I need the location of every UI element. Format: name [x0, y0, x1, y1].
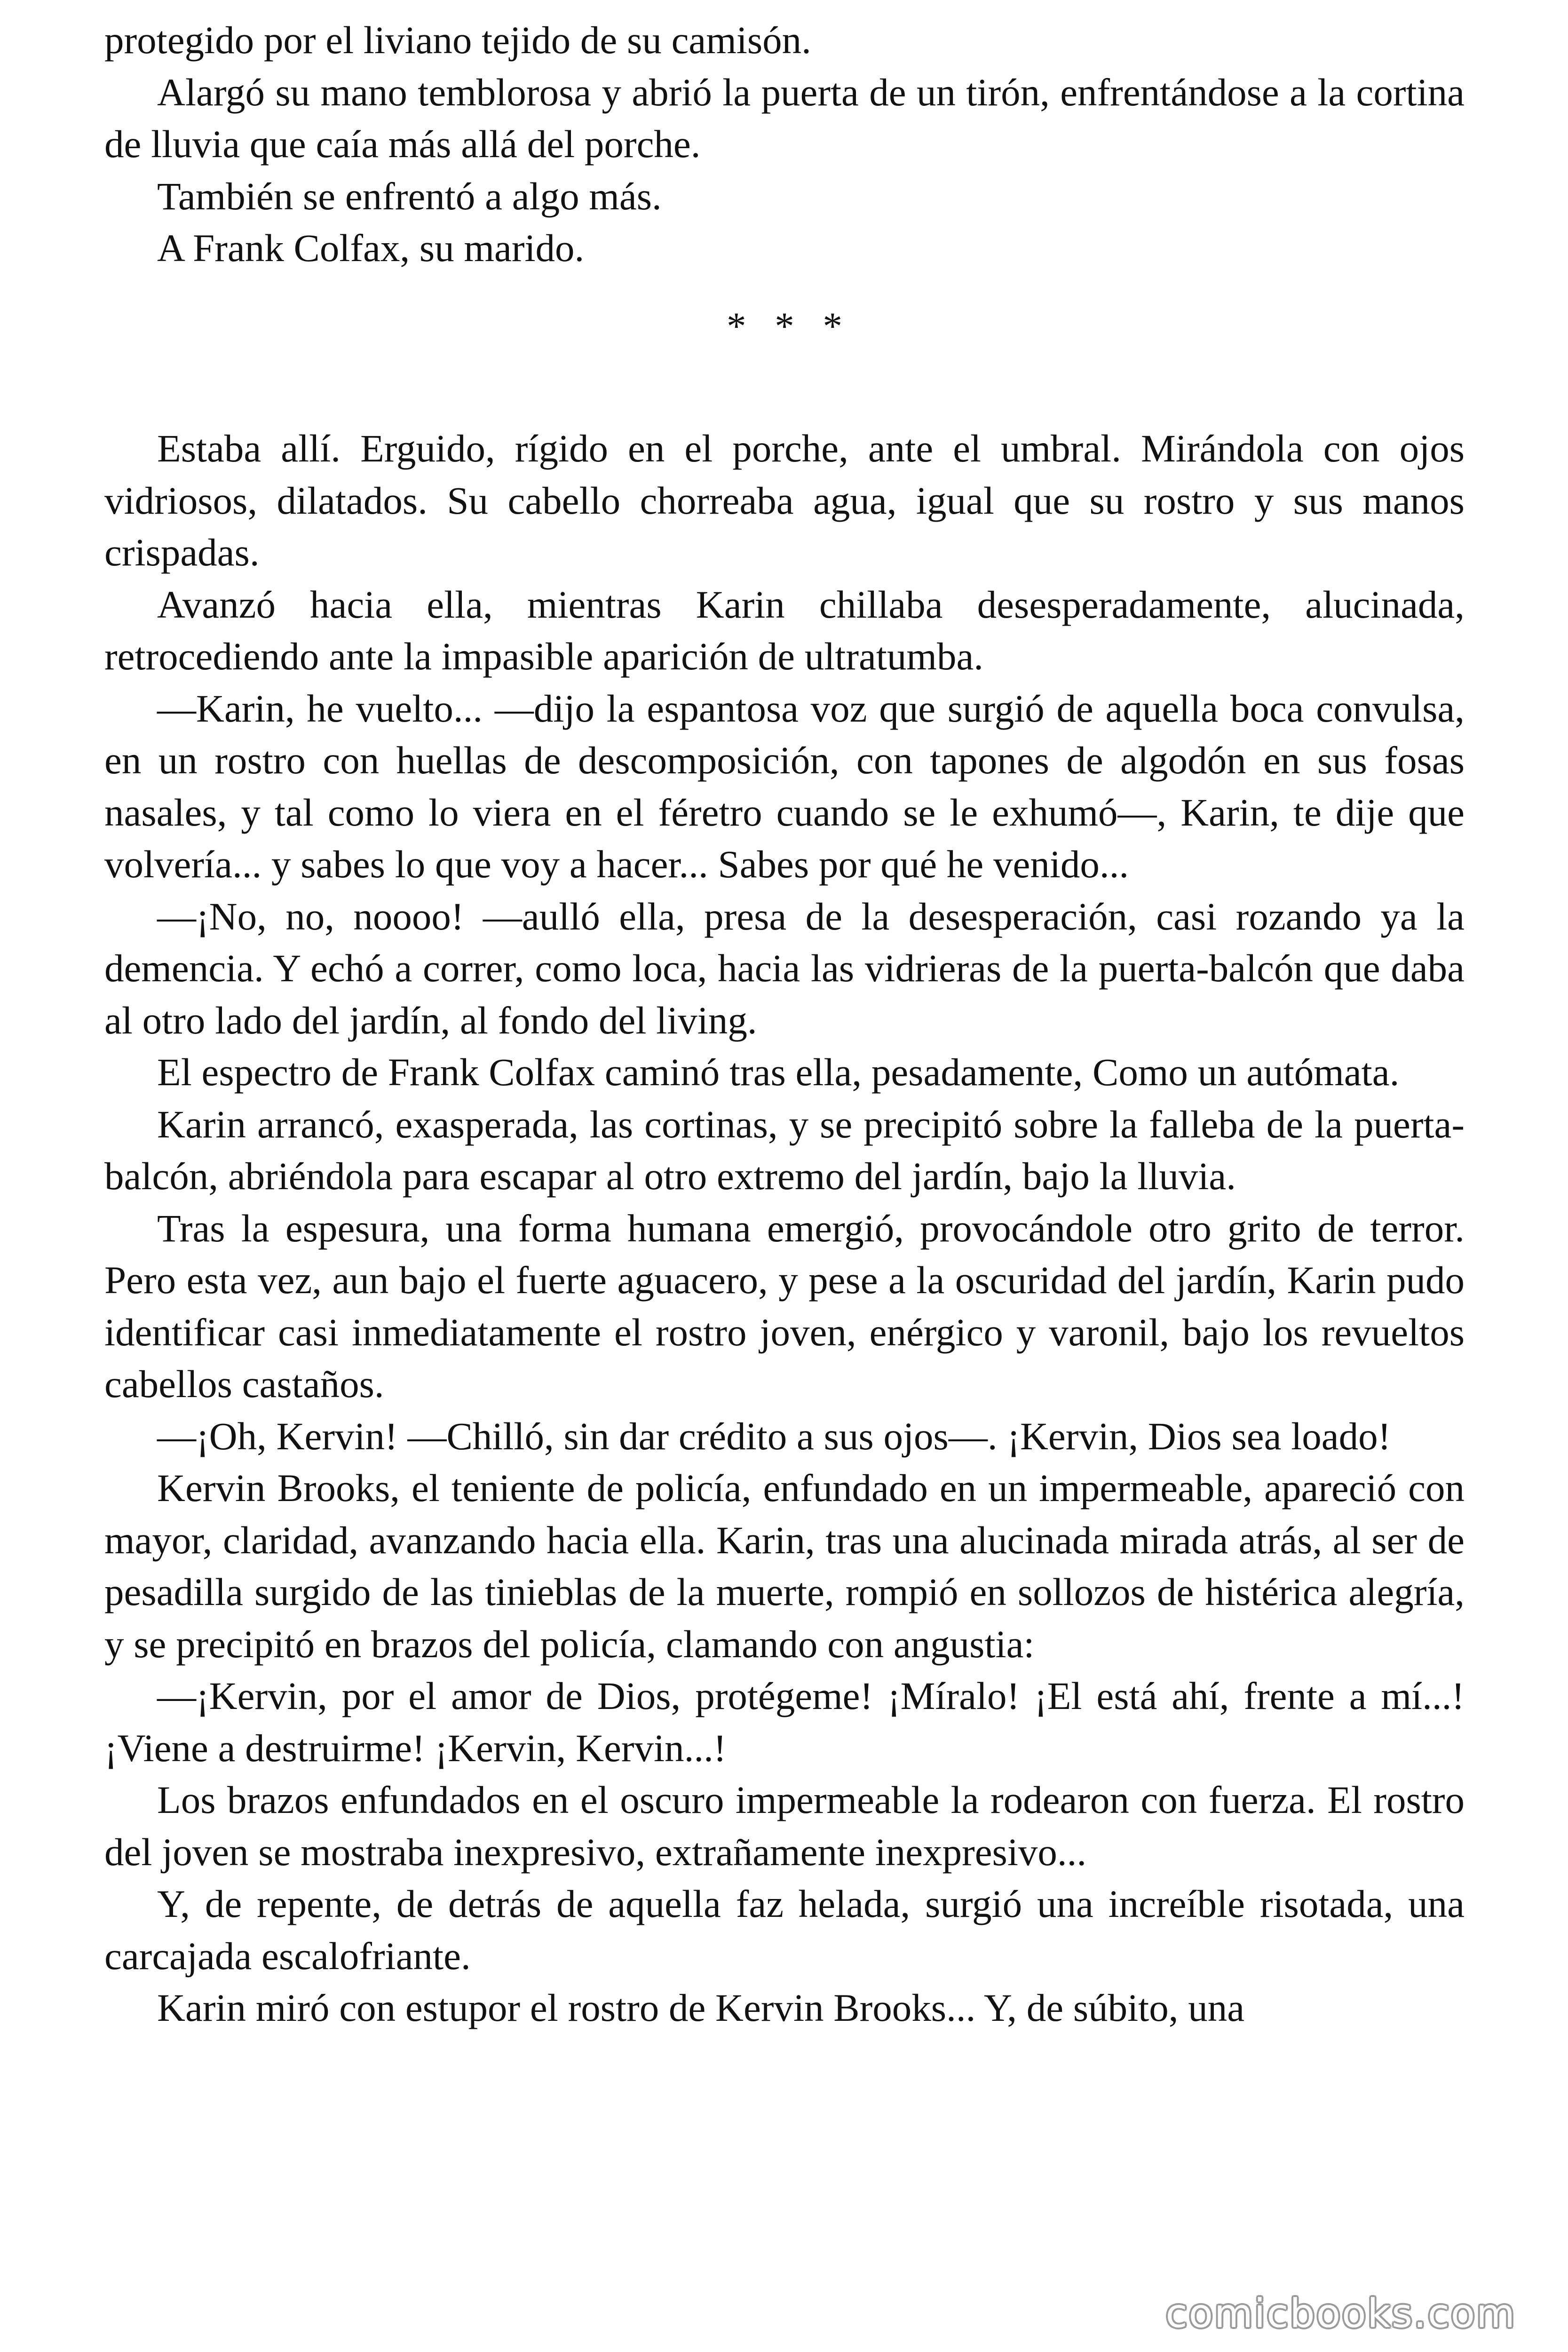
book-page: [104, 14, 1465, 2034]
paragraph: Y, de repente, de detrás de aquella faz helada, surgió una increíble risotada, una carcajada escalofriante.: [104, 1882, 1465, 1978]
paragraph: A Frank Colfax, su marido.: [157, 226, 585, 270]
paragraph: —¡No, no, noooo! —aulló ella, presa de la desesperación, casi rozando ya la demencia. Y echó a correr, como loca, hacia las vidrieras de la puerta-balcón que daba al otro lado del jardín, al fondo del living.: [104, 894, 1465, 1042]
section-separator: * * *: [727, 304, 852, 348]
paragraph-continuation: protegido por el liviano tejido de su camisón.: [104, 18, 811, 62]
paragraph: Estaba allí. Erguido, rígido en el porche, ante el umbral. Mirándola con ojos vidriosos, dilatados. Su cabello chorreaba agua, igual que su rostro y sus manos crispadas.: [104, 427, 1465, 574]
watermark: comicbooks.com: [1165, 2290, 1516, 2336]
paragraph: Karin arrancó, exasperada, las cortinas, y se precipitó sobre la falleba de la puerta-balcón, abriéndola para escapar al otro extremo del jardín, bajo la lluvia.: [104, 1102, 1465, 1198]
paragraph: Tras la espesura, una forma humana emergió, provocándole otro grito de terror. Pero esta vez, aun bajo el fuerte aguacero, y pese a la oscuridad del jardín, Karin pudo identificar casi inmediatamente el rostro joven, enérgico y varonil, bajo los revueltos cabellos castaños.: [104, 1206, 1465, 1406]
paragraph: El espectro de Frank Colfax caminó tras ella, pesadamente, Como un autómata.: [157, 1050, 1400, 1094]
paragraph: Alargó su mano temblorosa y abrió la puerta de un tirón, enfrentándose a la cortina de lluvia que caía más allá del porche.: [104, 70, 1465, 166]
paragraph: —¡Oh, Kervin! —Chilló, sin dar crédito a sus ojos—. ¡Kervin, Dios sea loado!: [157, 1414, 1391, 1458]
paragraph: Avanzó hacia ella, mientras Karin chillaba desesperadamente, alucinada, retrocediendo ante la impasible aparición de ultratumba.: [104, 582, 1465, 678]
paragraph-last: Karin miró con estupor el rostro de Kervin Brooks... Y, de súbito, una: [157, 1986, 1245, 2029]
paragraph: —Karin, he vuelto... —dijo la espantosa voz que surgió de aquella boca convulsa, en un rostro con huellas de descomposición, con tapones de algodón en sus fosas nasales, y tal como lo viera en el féretro cuando se le exhumó—, Karin, te dije que volvería... y sabes lo que voy a hacer... Sabes por qué he venido...: [104, 686, 1465, 886]
paragraph: —¡Kervin, por el amor de Dios, protégeme! ¡Míralo! ¡El está ahí, frente a mí...! ¡Viene a destruirme! ¡Kervin, Kervin...!: [104, 1674, 1465, 1770]
paragraph: Los brazos enfundados en el oscuro impermeable la rodearon con fuerza. El rostro del joven se mostraba inexpresivo, extrañamente inexpresivo...: [104, 1778, 1465, 1874]
paragraph: Kervin Brooks, el teniente de policía, enfundado en un impermeable, apareció con mayor, claridad, avanzando hacia ella. Karin, tras una alucinada mirada atrás, al ser de pesadilla surgido de las tinieblas de la muerte, rompió en sollozos de histérica alegría, y se precipitó en brazos del policía, clamando con angustia:: [104, 1466, 1465, 1666]
paragraph: También se enfrentó a algo más.: [157, 174, 662, 218]
